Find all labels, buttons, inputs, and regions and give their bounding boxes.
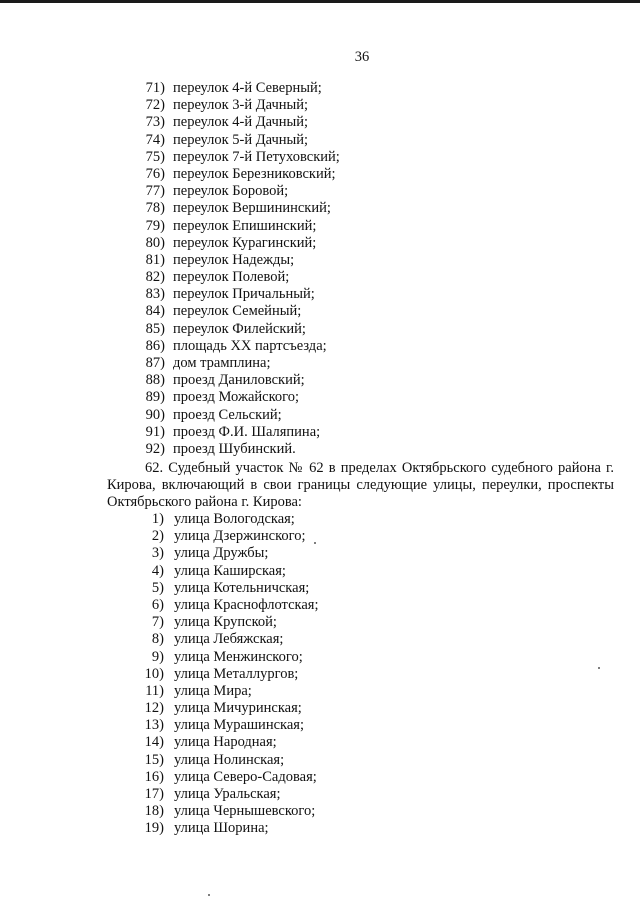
item-text: переулок Филейский; — [173, 320, 306, 337]
section-paragraph-62: 62. Судебный участок № 62 в пределах Октябрьского судебного района г. Кирова, включающий в свои границы следующие улицы, переулки, проспекты Октябрьского района г. Кирова: — [107, 460, 614, 511]
item-number: 18) — [144, 803, 164, 820]
item-number: 71) — [145, 80, 165, 96]
item-number: 89) — [145, 389, 165, 406]
item-text: улица Котельничская; — [174, 579, 310, 596]
item-text: переулок Боровой; — [173, 183, 289, 200]
item-text: площадь XX партсъезда; — [173, 337, 327, 354]
item-number: 4) — [151, 562, 164, 579]
item-number: 9) — [151, 648, 164, 665]
item-number: 12) — [144, 700, 164, 717]
item-number: 81) — [145, 251, 165, 268]
item-text: улица Металлургов; — [174, 665, 299, 682]
item-number: 79) — [145, 217, 165, 234]
item-number: 6) — [151, 596, 164, 613]
item-text: улица Уральская; — [174, 786, 281, 802]
item-number: 15) — [144, 751, 164, 768]
item-text: проезд Можайского; — [173, 389, 300, 406]
item-text: улица Вологодская; — [174, 511, 295, 527]
item-text: улица Крупской; — [174, 614, 277, 631]
item-number: 10) — [144, 665, 164, 682]
item-text: улица Дзержинского; — [174, 528, 306, 545]
item-text: проезд Шубинский. — [173, 440, 296, 457]
item-number: 2) — [151, 528, 164, 545]
item-number: 13) — [144, 717, 164, 734]
item-number: 88) — [145, 372, 165, 389]
scan-top-border — [0, 0, 640, 3]
item-number: 73) — [145, 114, 165, 131]
item-number: 84) — [145, 303, 165, 320]
item-text: улица Нолинская; — [174, 751, 285, 768]
item-text: улица Чернышевского; — [174, 803, 316, 820]
item-number: 14) — [144, 734, 164, 751]
item-number: 91) — [145, 423, 165, 440]
scan-speck — [314, 542, 316, 544]
item-number: 82) — [145, 269, 165, 286]
item-text: улица Краснофлотская; — [174, 596, 319, 613]
item-number: 1) — [151, 511, 164, 527]
item-text: улица Мира; — [174, 682, 252, 699]
item-text: улица Мурашинская; — [174, 717, 304, 734]
item-text: дом трамплина; — [173, 355, 271, 371]
item-number: 19) — [144, 820, 164, 837]
item-number: 86) — [145, 337, 165, 354]
item-text: переулок Березниковский; — [173, 165, 336, 182]
item-text: улица Мичуринская; — [174, 700, 302, 717]
item-text: переулок Причальный; — [173, 286, 315, 303]
item-text: улица Лебяжская; — [174, 631, 284, 648]
item-text: переулок 5-й Дачный; — [173, 131, 309, 148]
item-text: улица Северо-Садовая; — [174, 768, 317, 785]
item-text: переулок 3-й Дачный; — [173, 97, 309, 114]
item-number: 11) — [145, 682, 164, 699]
item-text: улица Шорина; — [174, 820, 269, 837]
item-text: улица Дружбы; — [174, 545, 269, 562]
item-number: 72) — [145, 97, 165, 114]
item-text: переулок Полевой; — [173, 269, 290, 286]
item-text: улица Менжинского; — [174, 648, 303, 665]
item-number: 87) — [145, 355, 165, 371]
item-number: 92) — [145, 440, 165, 457]
item-text: проезд Ф.И. Шаляпина; — [173, 423, 321, 440]
item-number: 83) — [145, 286, 165, 303]
item-text: проезд Даниловский; — [173, 372, 305, 389]
item-text: переулок Вершининский; — [173, 200, 331, 217]
item-text: переулок 4-й Северный; — [173, 80, 322, 96]
item-number: 78) — [145, 200, 165, 217]
item-text: переулок Епишинский; — [173, 217, 317, 234]
item-text: переулок Курагинский; — [173, 234, 317, 251]
scan-speck — [598, 667, 600, 669]
item-text: проезд Сельский; — [173, 406, 282, 423]
item-number: 77) — [145, 183, 165, 200]
item-text: переулок Семейный; — [173, 303, 302, 320]
item-number: 17) — [144, 786, 164, 802]
item-text: переулок Надежды; — [173, 251, 295, 268]
item-number: 90) — [145, 406, 165, 423]
item-number: 76) — [145, 165, 165, 182]
scan-speck — [208, 894, 210, 896]
item-number: 16) — [144, 768, 164, 785]
item-text: переулок 4-й Дачный; — [173, 114, 309, 131]
item-number: 85) — [145, 320, 165, 337]
item-text: улица Народная; — [174, 734, 277, 751]
item-number: 74) — [145, 131, 165, 148]
item-text: переулок 7-й Петуховский; — [173, 148, 340, 165]
item-number: 7) — [151, 614, 164, 631]
item-number: 8) — [151, 631, 164, 648]
item-number: 3) — [151, 545, 164, 562]
item-number: 80) — [145, 234, 165, 251]
page-number: 36 — [354, 49, 370, 65]
item-number: 75) — [145, 148, 165, 165]
item-number: 5) — [151, 579, 164, 596]
item-text: улица Каширская; — [174, 562, 286, 579]
